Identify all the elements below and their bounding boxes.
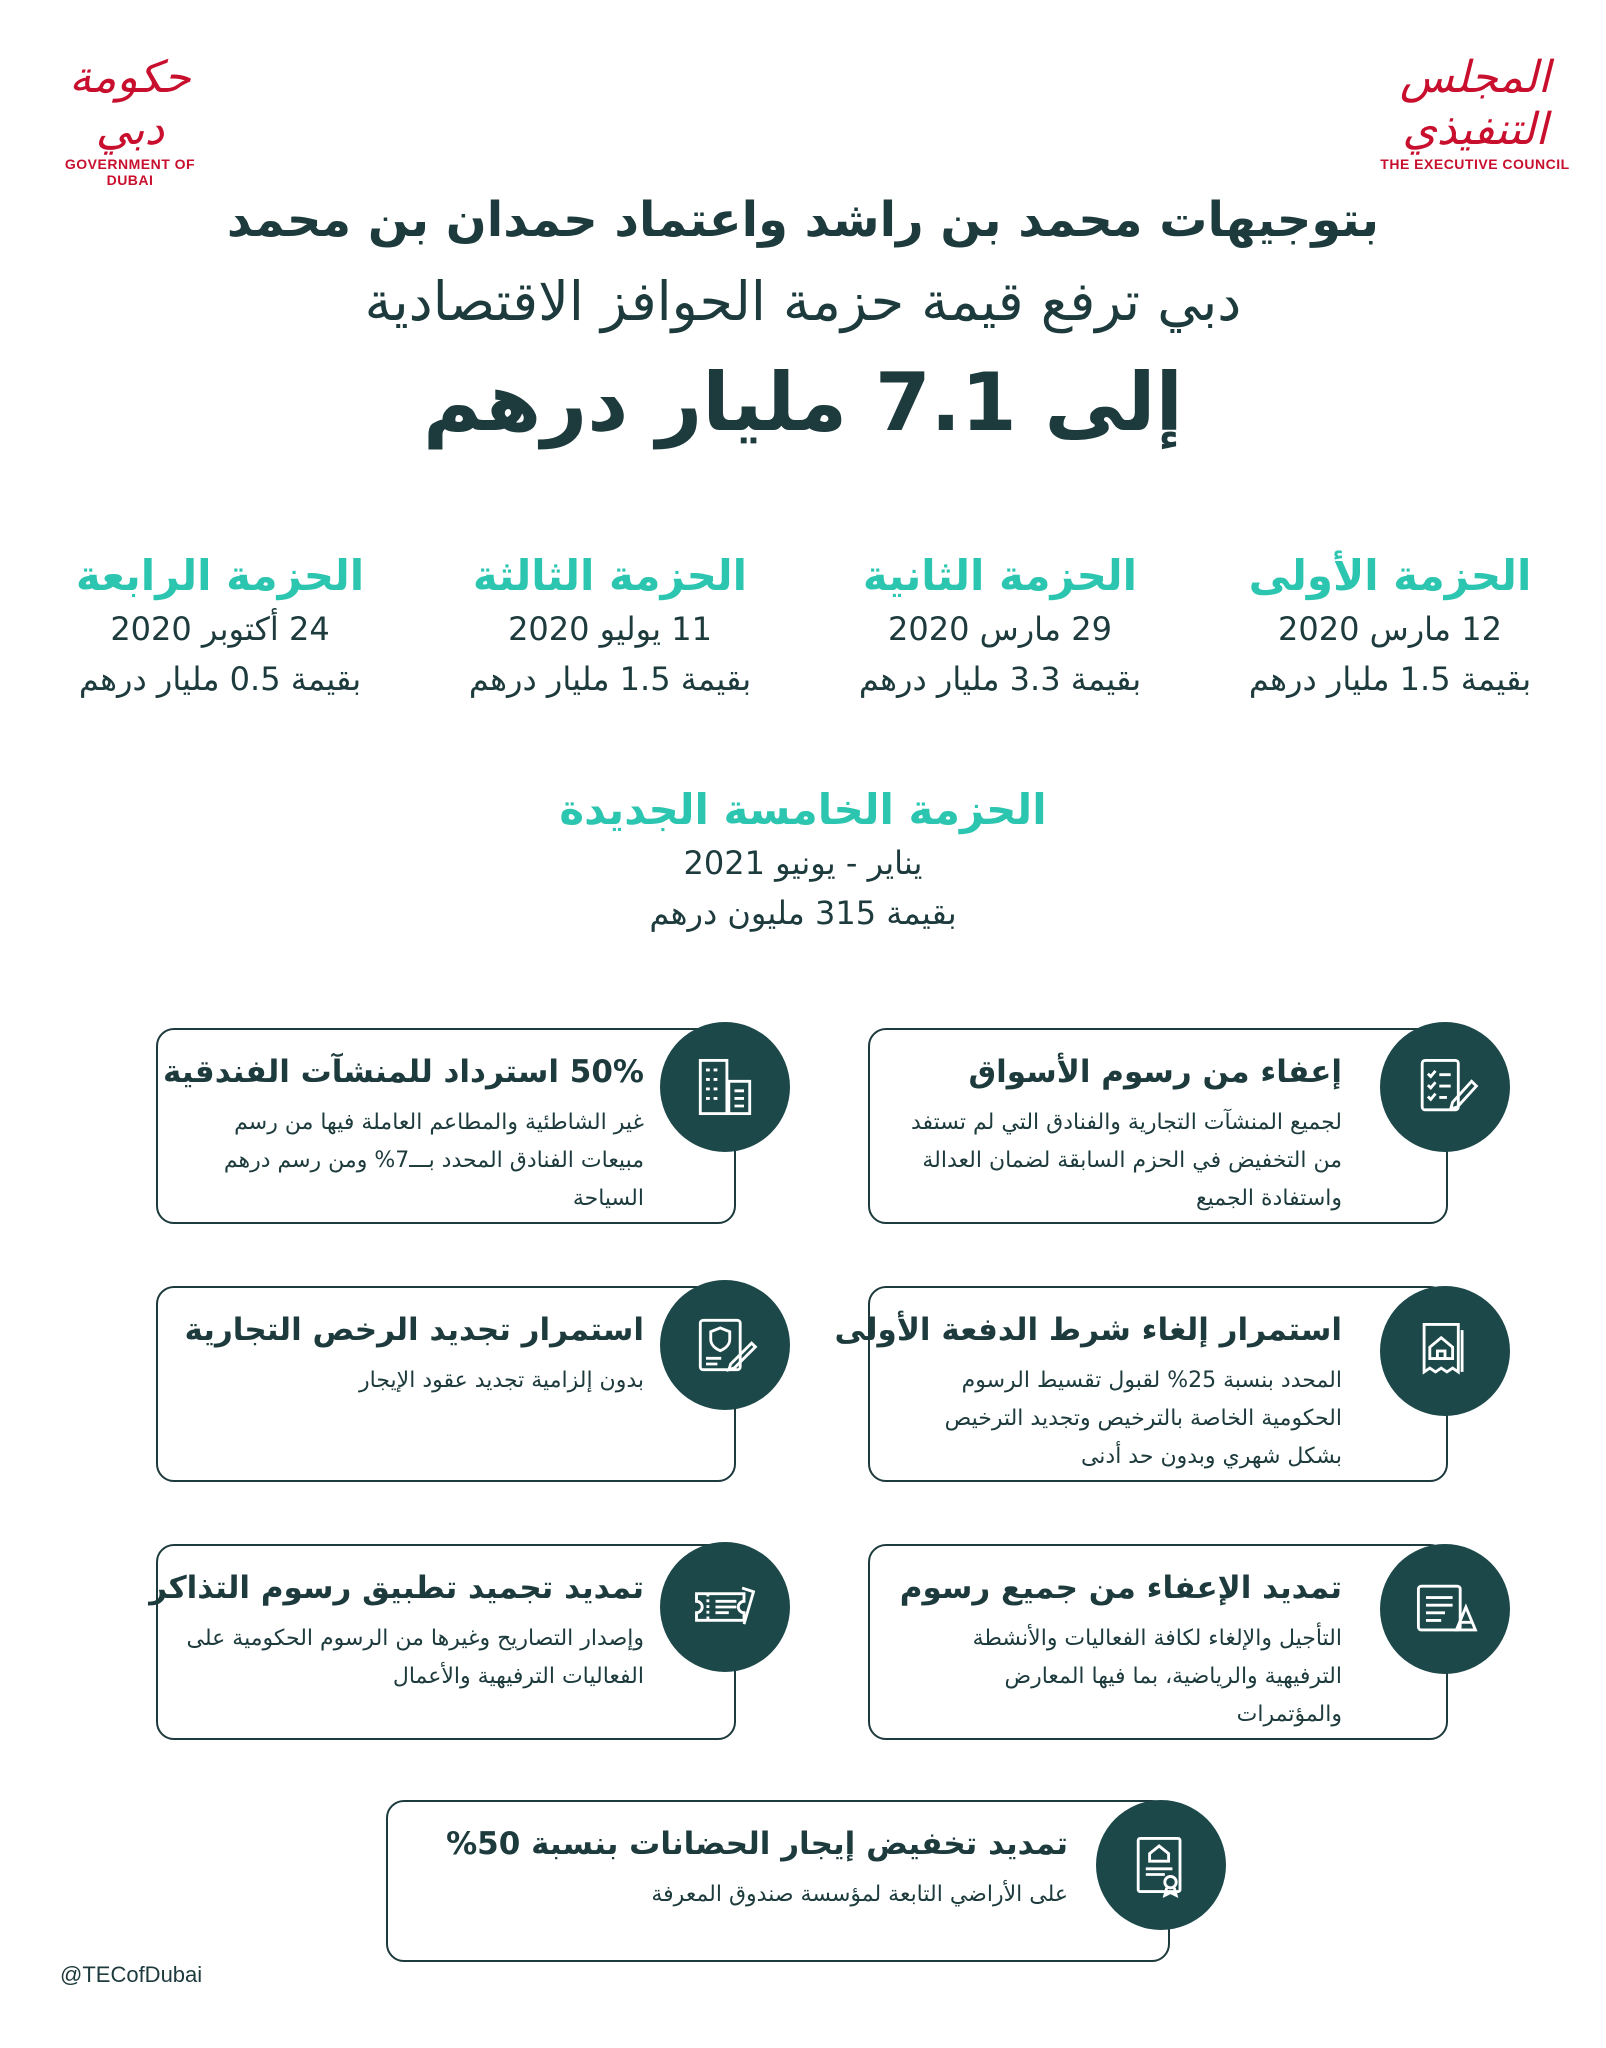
card-description: التأجيل والإلغاء لكافة الفعاليات والأنشطة الترفيهية والرياضية، بما فيها المعارض والمؤتمرات <box>972 1626 1342 1727</box>
card-event-fees-exemption <box>868 1544 1448 1740</box>
package-date: 11 يوليو 2020 <box>508 610 712 648</box>
card-ticket-fees-freeze <box>149 1544 736 1740</box>
social-handle: @TECofDubai <box>60 1962 203 1987</box>
buildings-icon <box>660 1022 790 1152</box>
card-license-renewal <box>156 1286 736 1482</box>
package-date: 12 مارس 2020 <box>1278 610 1502 648</box>
package-name: الحزمة الثالثة <box>472 551 748 600</box>
card-title: استمرار إلغاء شرط الدفعة الأولى <box>834 1312 1342 1348</box>
logo-english-text: GOVERNMENT OF DUBAI <box>64 156 196 188</box>
package-date: 24 أكتوبر 2020 <box>110 610 330 648</box>
headline-line-3: إلى 7.1 مليار درهم <box>423 356 1183 449</box>
event-document-icon <box>1380 1544 1510 1674</box>
package-name: الحزمة الخامسة الجديدة <box>559 785 1047 834</box>
license-shield-icon <box>660 1280 790 1410</box>
document-pen-icon <box>1380 1022 1510 1152</box>
package-1 <box>1220 548 1560 704</box>
package-name: الحزمة الأولى <box>1248 551 1532 600</box>
package-value: بقيمة 1.5 مليار درهم <box>1248 660 1532 698</box>
package-name: الحزمة الرابعة <box>75 551 365 600</box>
package-2 <box>830 548 1170 704</box>
card-title: تمديد تخفيض إيجار الحضانات بنسبة 50% <box>446 1826 1068 1862</box>
card-title: تمديد تجميد تطبيق رسوم التذاكر <box>149 1570 644 1606</box>
house-contract-icon <box>1380 1286 1510 1416</box>
package-name: الحزمة الثانية <box>862 551 1138 600</box>
card-market-fees-exemption <box>868 1028 1448 1224</box>
package-period: يناير - يونيو 2021 <box>683 844 923 882</box>
card-hotel-refund <box>156 1028 736 1224</box>
package-3 <box>440 548 780 704</box>
package-5-new <box>503 782 1103 938</box>
package-4 <box>50 548 390 704</box>
government-of-dubai-logo <box>40 52 220 188</box>
card-description: المحدد بنسبة 25% لقبول تقسيط الرسوم الحكومية الخاصة بالترخيص وتجديد الترخيص بشكل شهري وبدون حد أدنى <box>944 1368 1342 1469</box>
card-down-payment-waiver <box>834 1286 1448 1482</box>
executive-council-logo <box>1370 52 1580 172</box>
package-value: بقيمة 0.5 مليار درهم <box>78 660 362 698</box>
card-title: 50% استرداد للمنشآت الفندقية <box>162 1054 644 1090</box>
headline-line-2: دبي ترفع قيمة حزمة الحوافز الاقتصادية <box>364 270 1242 333</box>
card-title: استمرار تجديد الرخص التجارية <box>184 1312 644 1348</box>
certificate-icon <box>1096 1800 1226 1930</box>
headline-line-1: بتوجيهات محمد بن راشد واعتماد حمدان بن محمد <box>226 192 1380 248</box>
package-date: 29 مارس 2020 <box>888 610 1112 648</box>
card-title: تمديد الإعفاء من جميع رسوم <box>899 1570 1342 1606</box>
package-value: بقيمة 1.5 مليار درهم <box>468 660 752 698</box>
card-nursery-rent-reduction <box>386 1800 1170 1962</box>
logo-arabic-text: حكومة دبي <box>69 52 191 155</box>
card-description: وإصدار التصاريح وغيرها من الرسوم الحكومية على الفعاليات الترفيهية والأعمال <box>186 1626 644 1689</box>
logo-english-text: THE EXECUTIVE COUNCIL <box>1380 156 1570 172</box>
package-value: بقيمة 315 مليون درهم <box>649 894 957 932</box>
card-description: على الأراضي التابعة لمؤسسة صندوق المعرفة <box>651 1882 1068 1907</box>
ticket-icon <box>660 1542 790 1672</box>
card-description: بدون إلزامية تجديد عقود الإيجار <box>359 1368 644 1393</box>
card-title: إعفاء من رسوم الأسواق <box>968 1054 1342 1090</box>
card-description: لجميع المنشآت التجارية والفنادق التي لم تستفد من التخفيض في الحزم السابقة لضمان العدالة واستفادة الجميع <box>910 1110 1342 1211</box>
card-description: غير الشاطئية والمطاعم العاملة فيها من رسم مبيعات الفنادق المحدد بـــ7% ومن رسم درهم السياحة <box>223 1110 644 1211</box>
logo-arabic-text: المجلس التنفيذي <box>1399 52 1551 155</box>
package-value: بقيمة 3.3 مليار درهم <box>858 660 1142 698</box>
